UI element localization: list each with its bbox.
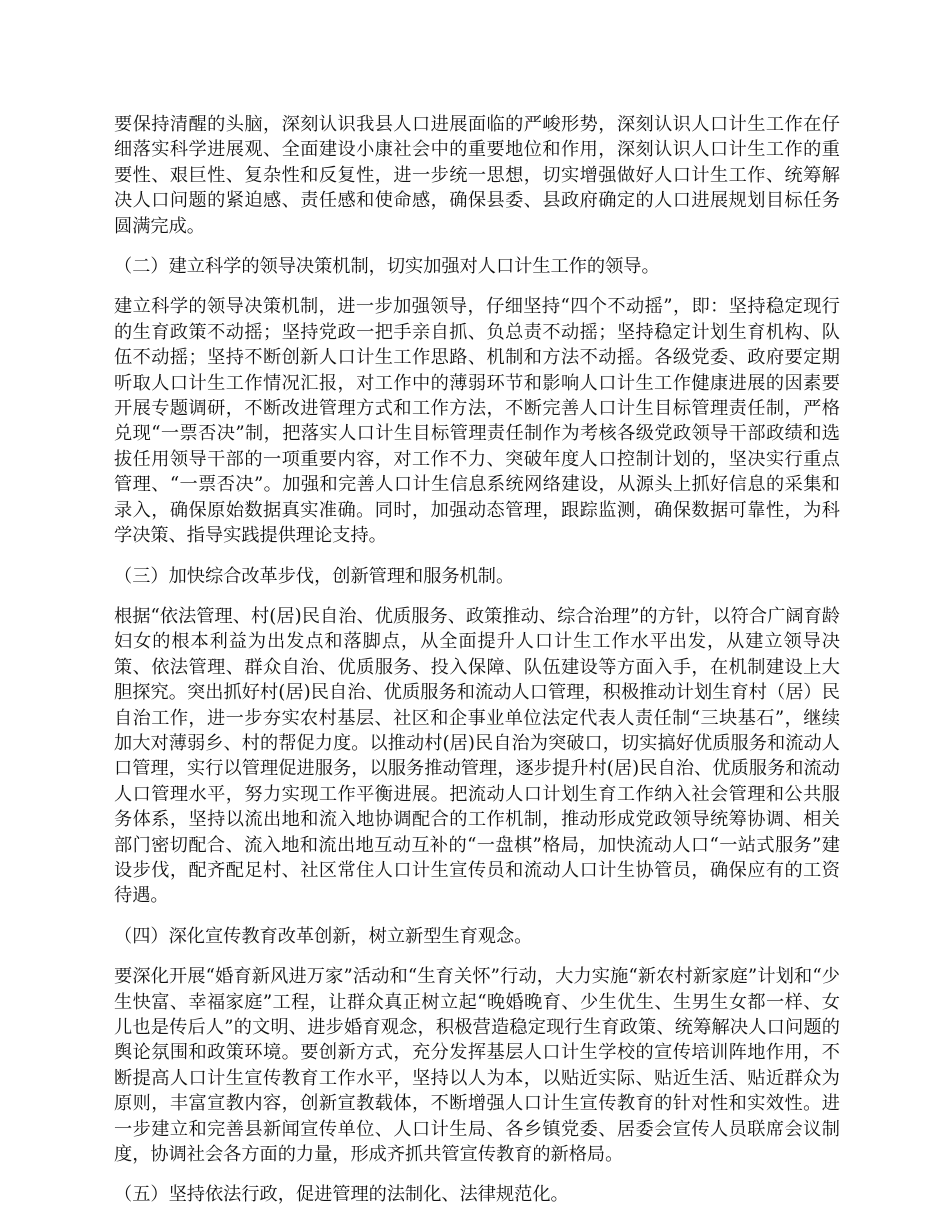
paragraph-leadership-mechanism: 建立科学的领导决策机制，进一步加强领导，仔细坚持“四个不动摇”，即：坚持稳定现行的生育政策不动摇；坚持党政一把手亲自抓、负总责不动摇；坚持稳定计划生育机构、队伍不动摇；坚持不断创新人口计生工作思路、机制和方法不动摇。各级党委、政府要定期听取人口计生工作情况汇报，对工作中的薄弱环节和影响人口计生工作健康进展的因素要开展专题调研，不断改进管理方式和工作方法，不断完善人口计生目标管理责任制，严格兑现“一票否决”制，把落实人口计生目标管理责任制作为考核各级党政领导干部政绩和选拔任用领导干部的一项重要内容，对工作不力、突破年度人口控制计划的，坚决实行重点管理、“一票否决”。加强和完善人口计生信息系统网络建设，从源头上抓好信息的采集和录入，确保原始数据真实准确。同时，加强动态管理，跟踪监测，确保数据可靠性，为科学决策、指导实践提供理论支持。 xyxy=(114,296,840,547)
section-heading-3: （三）加快综合改革步伐，创新管理和服务机制。 xyxy=(114,565,515,587)
document-body xyxy=(114,112,840,1223)
section-heading-2: （二）建立科学的领导决策机制，切实加强对人口计生工作的领导。 xyxy=(114,256,660,278)
section-heading-4: （四）深化宣传教育改革创新，树立新型生育观念。 xyxy=(114,925,533,947)
section-heading-5: （五）坚持依法行政，促进管理的法制化、法律规范化。 xyxy=(114,1184,569,1206)
paragraph-publicity-education: 要深化开展“婚育新风进万家”活动和“生育关怀”行动，大力实施“新农村新家庭”计划和“少生快富、幸福家庭”工程，让群众真正树立起“晚婚晚育、少生优生、生男生女都一样、女儿也是传后人”的文明、进步婚育观念，积极营造稳定现行生育政策、统筹解决人口问题的舆论氛围和政策环境。要创新方式，充分发挥基层人口计生学校的宣传培训阵地作用，不断提高人口计生宣传教育工作水平，坚持以人为本，以贴近实际、贴近生活、贴近群众为原则，丰富宣教内容，创新宣教载体，不断增强人口计生宣传教育的针对性和实效性。进一步建立和完善县新闻宣传单位、人口计生局、各乡镇党委、居委会宣传人员联席会议制度，协调社会各方面的力量，形成齐抓共管宣传教育的新格局。 xyxy=(114,966,840,1166)
paragraph-population-awareness: 要保持清醒的头脑，深刻认识我县人口进展面临的严峻形势，深刻认识人口计生工作在仔细落实科学进展观、全面建设小康社会中的重要地位和作用，深刻认识人口计生工作的重要性、艰巨性、复杂性和反复性，进一步统一思想，切实增强做好人口计生工作、统筹解决人口问题的紧迫感、责任感和使命感，确保县委、县政府确定的人口进展规划目标任务圆满完成。 xyxy=(114,114,840,237)
paragraph-reform-innovation: 根据“依法管理、村(居)民自治、优质服务、政策推动、综合治理”的方针，以符合广阔育龄妇女的根本利益为出发点和落脚点，从全面提升人口计生工作水平出发，从建立领导决策、依法管理、群众自治、优质服务、投入保障、队伍建设等方面入手，在机制建设上大胆探究。突出抓好村(居)民自治、优质服务和流动人口管理，积极推动计划生育村（居）民自治工作，进一步夯实农村基层、社区和企事业单位法定代表人责任制“三块基石”，继续加大对薄弱乡、村的帮促力度。以推动村(居)民自治为突破口，切实搞好优质服务和流动人口管理，实行以管理促进服务，以服务推动管理，逐步提升村(居)民自治、优质服务和流动人口管理水平，努力实现工作平衡进展。把流动人口计划生育工作纳入社会管理和公共服务体系，坚持以流出地和流入地协调配合的工作机制，推动形成党政领导统筹协调、相关部门密切配合、流入地和流出地互动互补的“一盘棋”格局，加快流动人口“一站式服务”建设步伐，配齐配足村、社区常住人口计生宣传员和流动人口计生协管员，确保应有的工资待遇。 xyxy=(114,605,840,907)
